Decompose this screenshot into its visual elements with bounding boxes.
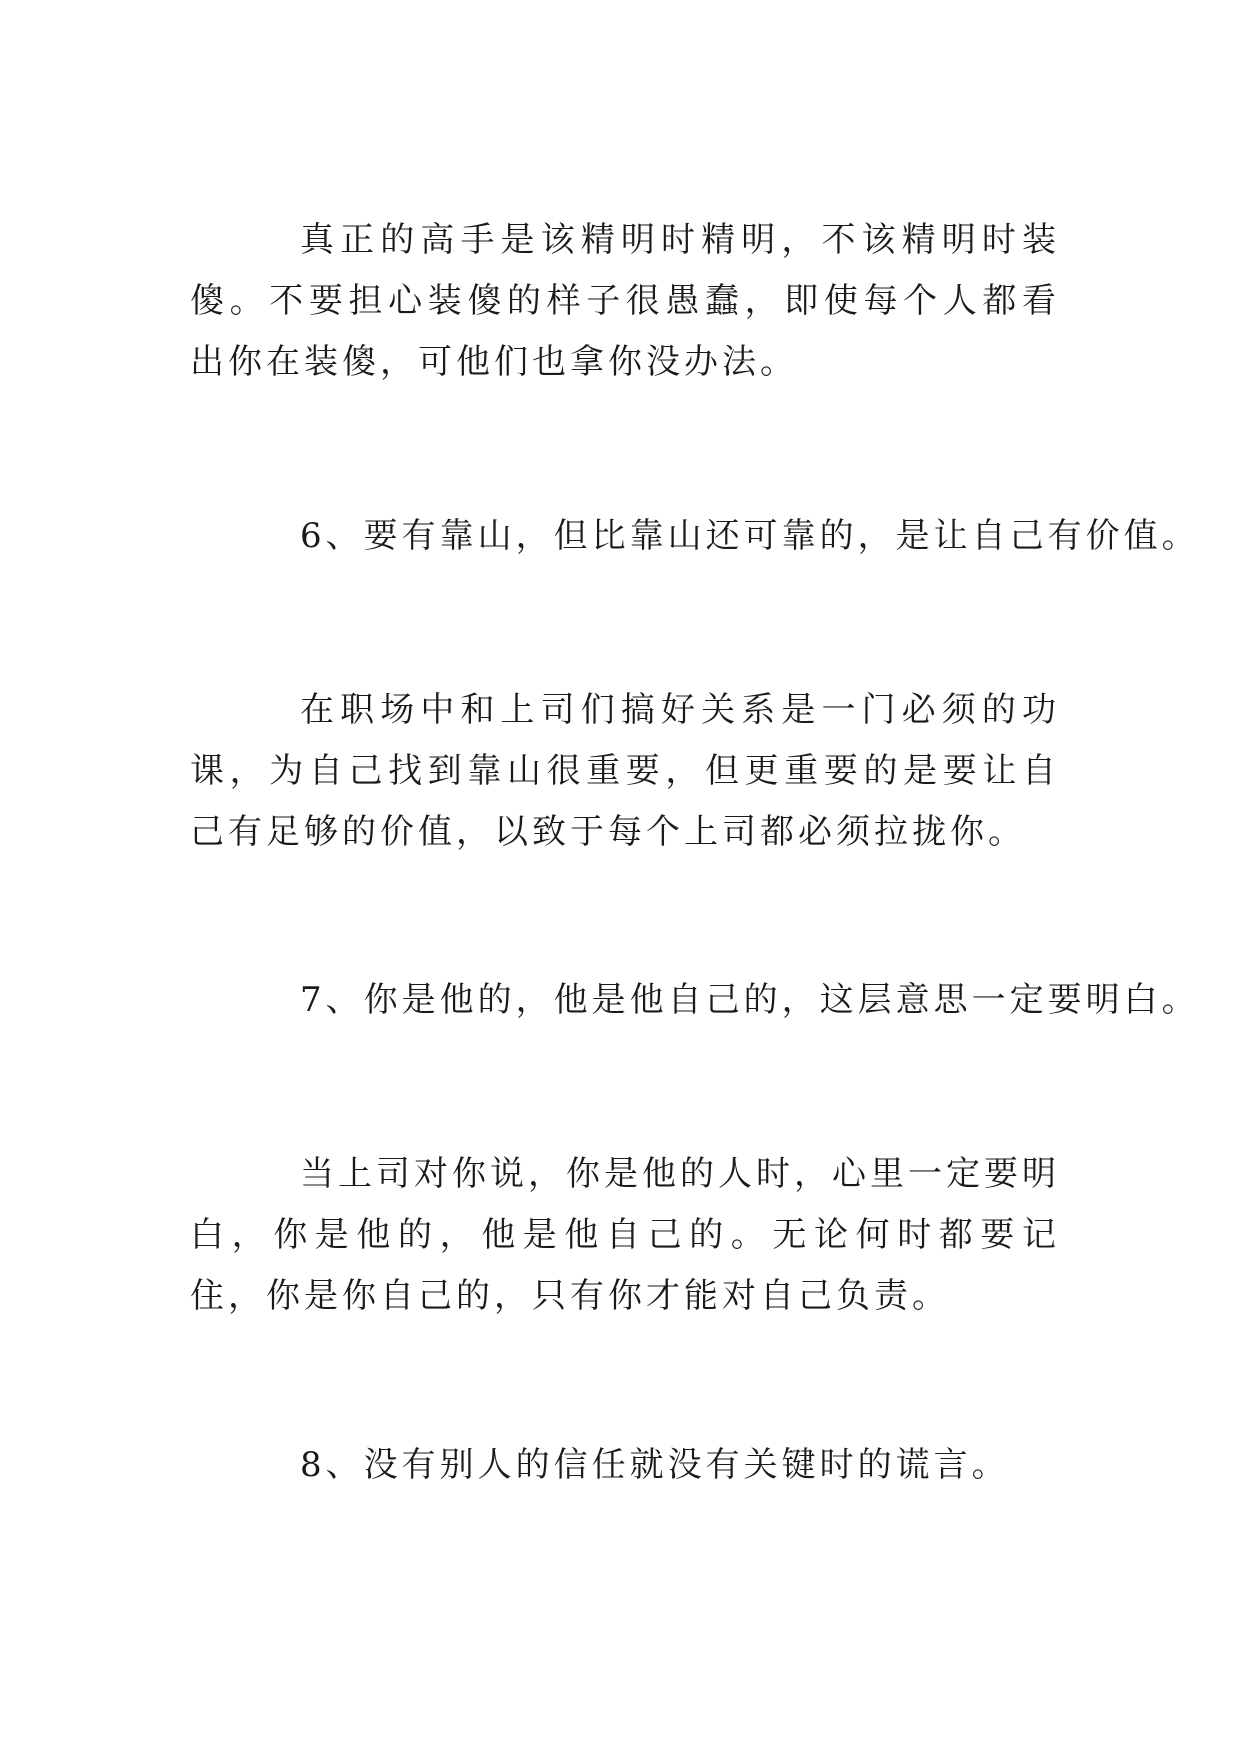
- body-paragraph: 当上司对你说，你是他的人时，心里一定要明白，你是他的，他是他自己的。无论何时都要记住，你是你自己的，只有你才能对自己负责。: [190, 1154, 1060, 1316]
- section-heading-7: 7、你是他的，他是他自己的，这层意思一定要明白。: [300, 980, 1200, 1020]
- section-heading-8: 8、没有别人的信任就没有关键时的谎言。: [300, 1445, 1010, 1485]
- section-heading-6: 6、要有靠山，但比靠山还可靠的，是让自己有价值。: [300, 516, 1200, 556]
- body-paragraph: 在职场中和上司们搞好关系是一门必须的功课，为自己找到靠山很重要，但更重要的是要让自己有足够的价值，以致于每个上司都必须拉拢你。: [190, 690, 1060, 852]
- body-paragraph: 真正的高手是该精明时精明，不该精明时装傻。不要担心装傻的样子很愚蠢，即使每个人都看出你在装傻，可他们也拿你没办法。: [190, 220, 1060, 382]
